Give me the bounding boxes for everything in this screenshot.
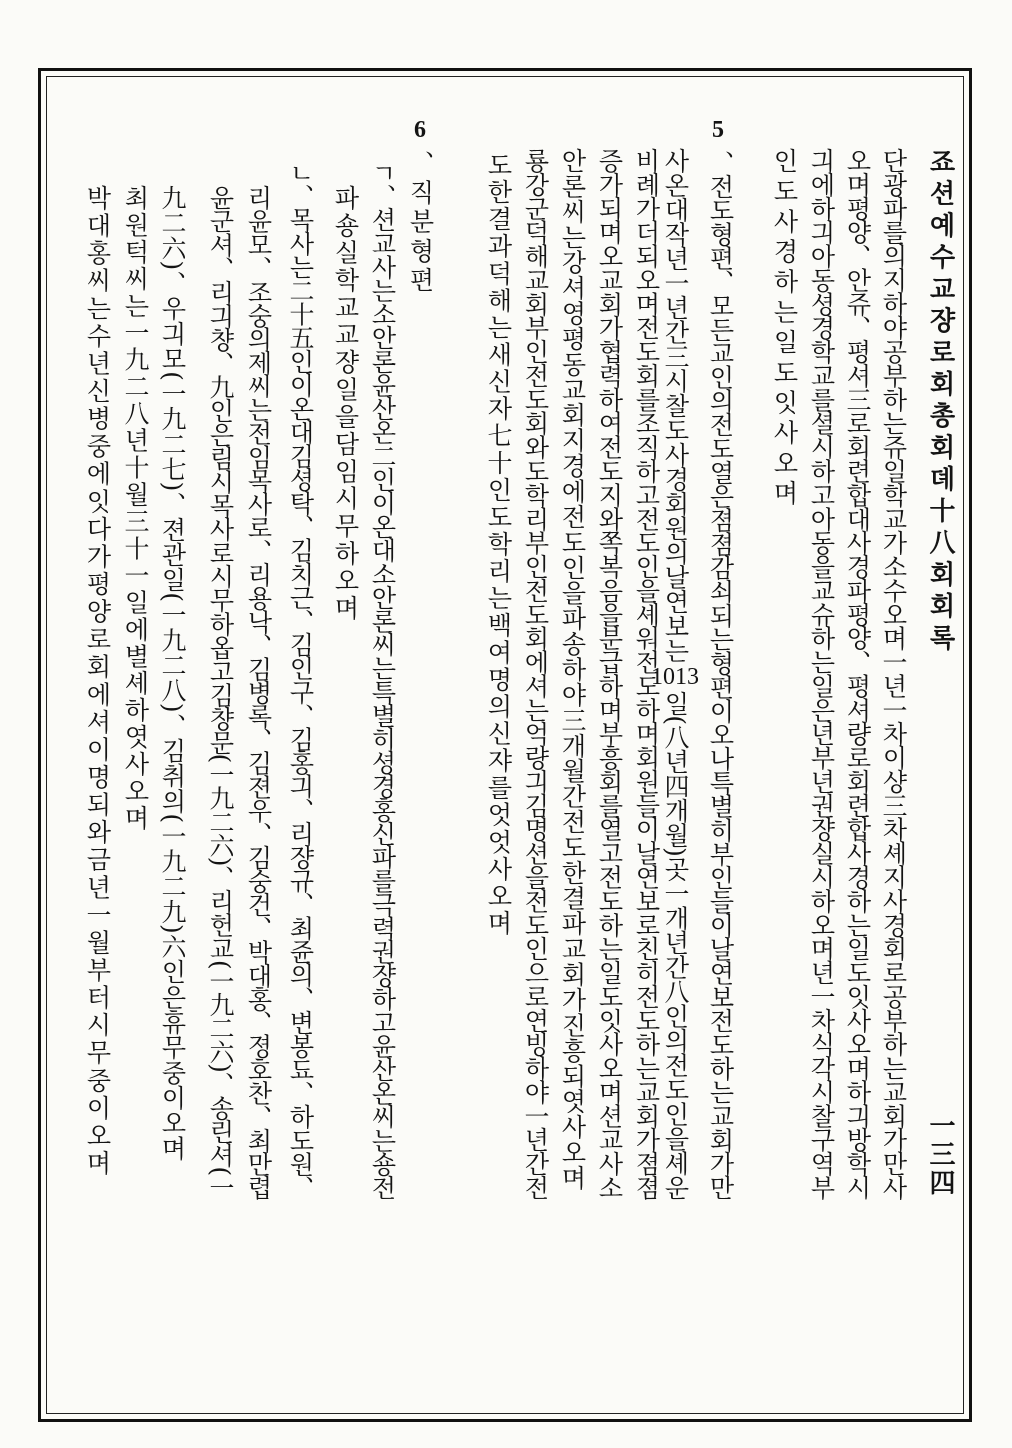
text-column: 파숑실학교교쟝일을담임시무하오며 xyxy=(331,185,360,623)
text-column: 안론씨는강셔영평동교회지경에전도인을파송하야三개월간전도한결파교회가진흥되엿사오며 xyxy=(558,148,587,1191)
list-item-column: ㄴ、목사는二十五인이온대김셩탁、김치근、김인구、김홍긔、리쟝규、최쥰의、변봉됴、하도원、 xyxy=(286,160,315,1199)
section-number: 5 xyxy=(712,117,724,143)
section-heading-column: 、전도형편、모든교인의전도열은졈졈감쇠되는형편이오나특별히부인들이날연보전도하는교회가만 xyxy=(706,150,735,1199)
text-column: 비례가더되오며전도회를조직하고전도인을셰워전도하며회원들이날연보로친히전도하는교회가졈졈 xyxy=(632,148,661,1199)
text-column: 오며평양、안쥬、평셔三로회련합대사경파평양、평셔량로회련합사경하는일도잇사오며하긔방학시 xyxy=(843,148,872,1199)
text-run: 사온대작년一년간三시찰도사경회원의날연보는 xyxy=(661,148,690,663)
section-heading-column: 、직분형편 xyxy=(406,150,435,297)
text-column: 박대홍씨는수년신병중에잇다가평양로회에셔이명되와금년一월부터시무중이오며 xyxy=(83,185,112,1178)
section-number: 6 xyxy=(414,117,426,143)
text-column xyxy=(651,148,699,1200)
text-column: 九二六)、우긔모(一九二七)、젼관일(一九二八)、김취의(一九二九)六인은휴무중이오며 xyxy=(158,185,187,1161)
text-column: 증가되며오교회가협력하여전도지와쪽복음을분급하며부흥회를열고전도하는일도잇사오며션교사소 xyxy=(595,148,624,1199)
page-number: 一三四 xyxy=(925,1112,955,1198)
text-column: 최원턱씨는一九二八년十월三十一일에별셰하엿사오며 xyxy=(121,185,150,832)
text-column: 도한결과덕해는새신자七十인도학리는백여명의신쟈를엇엇사오며 xyxy=(484,152,513,938)
text-column: 룡강군덕해교회부인전도회와도학리부인전도회에셔는억량긔김명션을전도인으로연빙하야一년간전 xyxy=(521,148,550,1199)
text-run: 일(八년四개월)곳一개년간八인의전도인을셰운 xyxy=(661,690,690,1200)
list-item-column: ㄱ、션교사는소안론윤산온二인이온대소안론씨는특별히셩경홍신파를극력권쟝하고윤산온씨는숑전 xyxy=(368,160,397,1199)
numeric-figure: 1013 xyxy=(651,663,699,690)
text-column: 인도사경하는일도잇사오며 xyxy=(770,148,799,511)
text-column: 단광파를의지하야공부하는쥬일학교가소수오며一년一차이샹三차셰지사경회로공부하는교회가만사 xyxy=(879,148,908,1199)
text-column: 긔에하긔아동셩경학교를셜시하고아동을교슈하는일은년부년권쟝실시하오며년一차식각시찰구역부 xyxy=(807,148,836,1199)
text-column: 리윤모、조숭의제씨는전임목사로、리용낙、김병록、김젼우、김숭건、박대홍、졍호찬、최만렵 xyxy=(244,185,273,1199)
page-title: 죠션예수교쟝로회총회뎨十八회회록 xyxy=(925,148,955,656)
text-column: 윤군셔、리긔챵、九인은림시목사로시무하옵고김챵문(一九二六)、리헌교(一九二六)、송린셔(一 xyxy=(206,185,235,1199)
